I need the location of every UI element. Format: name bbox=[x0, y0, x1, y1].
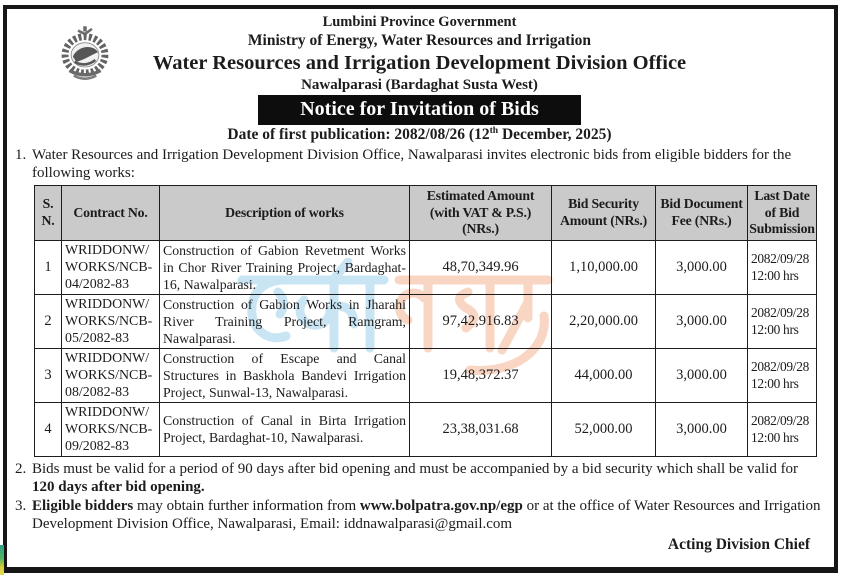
publication-date bbox=[15, 125, 824, 145]
intro-text: Water Resources and Irrigation Development Division Office, Nawalparasi invites electronic bids from eligible bidders for the following works: bbox=[32, 147, 792, 181]
note3-tail-text: or at the office of Water Resources and Irrigation Development Division Office, Nawalparasi, Email: iddnawalparasi@gmail.com bbox=[32, 497, 821, 533]
cell-last-date: 2082/09/28 12:00 hrs bbox=[748, 294, 817, 348]
cell-last-date: 2082/09/28 12:00 hrs bbox=[748, 240, 817, 294]
col-header-bid-security: Bid Security Amount (NRs.) bbox=[552, 186, 656, 241]
note2-marker: 2. bbox=[15, 460, 27, 477]
letterhead bbox=[15, 13, 824, 145]
table-row-2 bbox=[35, 294, 817, 348]
notes-section bbox=[15, 460, 824, 534]
cell-bid-security: 1,10,000.00 bbox=[552, 240, 656, 294]
notice-title-banner: Notice for Invitation of Bids bbox=[258, 95, 581, 125]
cell-document-fee: 3,000.00 bbox=[656, 240, 748, 294]
note2-text bbox=[32, 460, 824, 497]
office-name: Water Resources and Irrigation Development Division Office bbox=[152, 52, 687, 74]
note-further-information bbox=[15, 497, 824, 534]
emblem-graphic bbox=[59, 25, 111, 83]
note3-mid-text: may obtain further information from bbox=[133, 497, 360, 514]
cell-sn: 4 bbox=[35, 402, 62, 456]
cell-contract-no: WRIDDONW/ WORKS/NCB- 09/2082-83 bbox=[62, 402, 160, 456]
cell-estimated-amount: 19,48,372.37 bbox=[410, 348, 552, 402]
ministry-name: Ministry of Energy, Water Resources and Irrigation bbox=[247, 32, 592, 49]
bids-table-body bbox=[35, 240, 817, 456]
note2-bold-text: 120 days after bid opening. bbox=[32, 479, 205, 496]
header-row bbox=[35, 186, 817, 241]
col-header-sn: S. N. bbox=[35, 186, 62, 241]
cell-description: Construction of Gabion Works in Jharahi River Training Project, Ramgram, Nawalparasi. bbox=[160, 294, 410, 348]
signatory-title: Acting Division Chief bbox=[667, 535, 810, 553]
publication-date-suffix: December, 2025) bbox=[498, 126, 612, 143]
cell-document-fee: 3,000.00 bbox=[656, 348, 748, 402]
cell-last-date: 2082/09/28 12:00 hrs bbox=[748, 348, 817, 402]
publication-date-prefix: Date of first publication: 2082/08/26 (12 bbox=[227, 126, 490, 143]
cell-bid-security: 52,000.00 bbox=[552, 402, 656, 456]
intro-marker: 1. bbox=[15, 147, 27, 163]
note3-text bbox=[32, 497, 824, 534]
cell-document-fee: 3,000.00 bbox=[656, 294, 748, 348]
bolpatra-url: www.bolpatra.gov.np/egp bbox=[359, 497, 523, 514]
note-bid-validity bbox=[15, 460, 824, 497]
cell-contract-no: WRIDDONW/ WORKS/NCB- 04/2082-83 bbox=[62, 240, 160, 294]
col-header-document-fee: Bid Document Fee (NRs.) bbox=[656, 186, 748, 241]
note3-marker: 3. bbox=[15, 497, 27, 514]
cell-description: Construction of Canal in Birta Irrigation Project, Bardaghat-10, Nawalparasi. bbox=[160, 402, 410, 456]
col-header-description: Description of works bbox=[160, 186, 410, 241]
cell-bid-security: 44,000.00 bbox=[552, 348, 656, 402]
notice-title-row bbox=[15, 95, 824, 125]
cell-last-date: 2082/09/28 12:00 hrs bbox=[748, 402, 817, 456]
cell-contract-no: WRIDDONW/ WORKS/NCB- 08/2082-83 bbox=[62, 348, 160, 402]
table-row-4 bbox=[35, 402, 817, 456]
cell-estimated-amount: 97,42,916.83 bbox=[410, 294, 552, 348]
col-header-contract-no: Contract No. bbox=[62, 186, 160, 241]
cell-sn: 3 bbox=[35, 348, 62, 402]
col-header-estimated-amount: Estimated Amount (with VAT & P.S.) (NRs.) bbox=[410, 186, 552, 241]
bids-table bbox=[34, 185, 817, 457]
date-ordinal-superscript: th bbox=[489, 124, 499, 136]
cell-description: Construction of Gabion Revetment Works in Chor River Training Project, Bardaghat-16, Nawalparasi. bbox=[160, 240, 410, 294]
cell-document-fee: 3,000.00 bbox=[656, 402, 748, 456]
cell-bid-security: 2,20,000.00 bbox=[552, 294, 656, 348]
note2-regular-text: Bids must be valid for a period of 90 days after bid opening and must be accompanied by a bid security which shall be valid for bbox=[32, 460, 799, 477]
intro-clause bbox=[15, 147, 824, 182]
bids-table-head bbox=[35, 186, 817, 241]
document-frame bbox=[3, 5, 838, 573]
province-name: Lumbini Province Government bbox=[322, 14, 517, 30]
table-row-1 bbox=[35, 240, 817, 294]
cell-sn: 1 bbox=[35, 240, 62, 294]
cell-estimated-amount: 48,70,349.96 bbox=[410, 240, 552, 294]
office-location: Nawalparasi (Bardaghat Susta West) bbox=[301, 77, 538, 93]
table-row-3 bbox=[35, 348, 817, 402]
note3-eligible-bidders-bold: Eligible bidders bbox=[32, 497, 134, 514]
document-content bbox=[7, 9, 834, 554]
cell-estimated-amount: 23,38,031.68 bbox=[410, 402, 552, 456]
cell-description: Construction of Escape and Canal Structures in Baskhola Bandevi Irrigation Project, Sunwal-13, Nawalparasi. bbox=[160, 348, 410, 402]
col-header-last-date: Last Date of Bid Submission bbox=[748, 186, 817, 241]
cell-contract-no: WRIDDONW/ WORKS/NCB- 05/2082-83 bbox=[62, 294, 160, 348]
scan-edge-artifact bbox=[0, 545, 4, 575]
cell-sn: 2 bbox=[35, 294, 62, 348]
government-emblem-logo bbox=[59, 25, 111, 83]
